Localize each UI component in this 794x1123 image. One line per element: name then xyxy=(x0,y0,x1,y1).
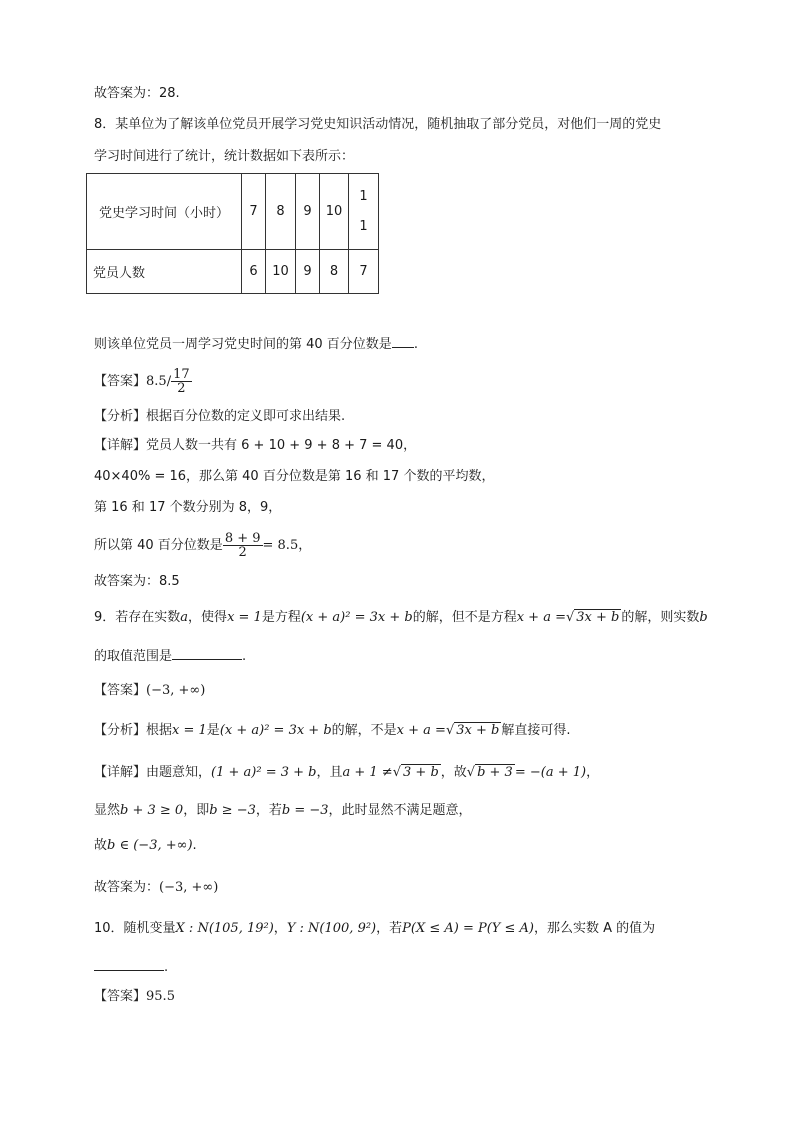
math-expr: b ∈ (−3, +∞) xyxy=(107,838,193,853)
detail-text: ，故 xyxy=(440,765,467,780)
table-row xyxy=(87,174,379,250)
q9-text-line2: 的取值范围是 . xyxy=(94,645,246,666)
math-expr: b = −3 xyxy=(281,803,329,818)
final-text: 故答案为： xyxy=(94,880,160,895)
cell-time-11-digit1: 1 xyxy=(359,188,368,204)
fraction-numerator: 17 xyxy=(173,367,190,382)
answer-value: 95.5 xyxy=(146,989,175,1004)
math-expr: (−3, +∞) xyxy=(159,880,219,895)
detail-text: 故 xyxy=(94,838,108,853)
sqrt-radicand: b + 3 xyxy=(477,765,513,780)
q8-detail-2: 40×40% = 16，那么第 40 百分位数是第 16 和 17 个数的平均数， xyxy=(94,469,495,484)
sqrt-radicand: 3x + b xyxy=(456,723,500,738)
math-expr: x + a = xyxy=(396,723,446,738)
sqrt-symbol: √ xyxy=(466,765,476,780)
analysis-tag: 【分析】 xyxy=(94,409,147,424)
row-label-count: 党员人数 xyxy=(87,250,242,294)
answer-fraction xyxy=(171,368,192,395)
math-expr: (1 + a)² = 3 + b xyxy=(211,765,317,780)
q10-text: ，那么实数 A 的值为 xyxy=(534,921,656,936)
answer-blank xyxy=(172,645,242,660)
detail-text: ，即 xyxy=(183,803,210,818)
fraction-numerator: 8 + 9 xyxy=(224,531,261,546)
row-label-time: 党史学习时间（小时） xyxy=(87,174,242,250)
sqrt-symbol: √ xyxy=(445,723,455,738)
cell-count-1: 6 xyxy=(242,250,266,294)
math-expr: P(X ≤ A) = P(Y ≤ A) xyxy=(402,921,535,936)
q9-text: 是方程 xyxy=(261,610,301,625)
q8-detail-4 xyxy=(94,532,311,559)
q9-text-line1 xyxy=(94,609,708,627)
cell-count-4: 8 xyxy=(320,250,349,294)
q9-detail-1 xyxy=(94,764,599,782)
math-expr: (x + a)² = 3x + b xyxy=(219,723,332,738)
q9-answer xyxy=(94,682,205,700)
math-a: a xyxy=(180,610,189,625)
answer-value: 8.5/ xyxy=(146,374,172,389)
detail-fraction xyxy=(223,532,263,559)
math-expr: Y : N(100, 9²) xyxy=(286,921,377,936)
math-expr: x + a = xyxy=(516,610,566,625)
cell-time-10: 10 xyxy=(320,174,349,250)
q8-analysis xyxy=(94,408,345,426)
math-expr: x = 1 xyxy=(172,723,207,738)
cell-time-9: 9 xyxy=(296,174,320,250)
q10-text: ，若 xyxy=(376,921,403,936)
q9-text: 的解，则实数 xyxy=(621,610,700,625)
math-expr: (x + a)² = 3x + b xyxy=(300,610,413,625)
q8-question-text: 则该单位党员一周学习党史时间的第 40 百分位数是 xyxy=(94,337,392,352)
detail-text: 显然 xyxy=(94,803,121,818)
detail-text: . xyxy=(192,838,197,853)
analysis-text: 根据 xyxy=(146,723,173,738)
sqrt-symbol: √ xyxy=(392,765,402,780)
q9-final-answer xyxy=(94,879,218,897)
math-expr: b + 3 ≥ 0 xyxy=(120,803,184,818)
answer-blank xyxy=(392,333,414,348)
q9-analysis xyxy=(94,722,570,740)
q8-text-line1: 8．某单位为了解该单位党员开展学习党史知识活动情况，随机抽取了部分党员，对他们一周的党史 xyxy=(94,117,662,132)
answer-tag: 【答案】 xyxy=(94,989,147,1004)
cell-count-5: 7 xyxy=(349,250,379,294)
math-expr: x = 1 xyxy=(227,610,262,625)
q9-text: 的取值范围是 xyxy=(94,649,173,664)
analysis-text: 的解，不是 xyxy=(331,723,397,738)
cell-count-3: 9 xyxy=(296,250,320,294)
sqrt-radicand: 3 + b xyxy=(403,765,439,780)
detail-text: ，且 xyxy=(316,765,343,780)
math-expr: = −(a + 1) xyxy=(514,765,587,780)
table-row xyxy=(87,250,379,294)
q8-question: 则该单位党员一周学习党史时间的第 40 百分位数是 . xyxy=(94,333,418,354)
cell-count-2: 10 xyxy=(266,250,296,294)
q10-text: 10．随机变量 xyxy=(94,921,176,936)
q8-detail-1 xyxy=(94,437,416,455)
q10-text-line2 xyxy=(94,956,168,977)
detail-result: = 8.5， xyxy=(262,538,312,553)
detail-tag: 【详解】 xyxy=(94,765,147,780)
analysis-text: 解直接可得. xyxy=(501,723,571,738)
detail-tag: 【详解】 xyxy=(94,438,147,453)
detail-text: ，此时显然不满足题意， xyxy=(328,803,472,818)
fraction-denominator: 2 xyxy=(177,381,186,396)
q8-detail-3: 第 16 和 17 个数分别为 8，9， xyxy=(94,500,282,515)
detail-text: 由题意知， xyxy=(146,765,212,780)
q9-text: 的解，但不是方程 xyxy=(412,610,517,625)
detail-text: 党员人数一共有 6 + 10 + 9 + 8 + 7 = 40， xyxy=(146,438,417,453)
math-expr: b ≥ −3 xyxy=(209,803,256,818)
fraction-denominator: 2 xyxy=(238,545,247,560)
answer-tag: 【答案】 xyxy=(94,374,147,389)
sqrt-symbol: √ xyxy=(565,610,575,625)
answer-blank xyxy=(94,956,164,971)
previous-answer: 故答案为：28. xyxy=(94,86,180,101)
analysis-text: 根据百分位数的定义即可求出结果. xyxy=(146,409,346,424)
answer-tag: 【答案】 xyxy=(94,683,147,698)
analysis-tag: 【分析】 xyxy=(94,723,147,738)
detail-text: ，若 xyxy=(255,803,282,818)
q8-text-line2: 学习时间进行了统计，统计数据如下表所示： xyxy=(94,149,355,164)
cell-time-11-digit2: 1 xyxy=(359,218,368,234)
cell-time-7: 7 xyxy=(242,174,266,250)
analysis-text: 是 xyxy=(206,723,220,738)
q10-text-line1 xyxy=(94,920,655,938)
q10-text: ， xyxy=(273,921,287,936)
q10-text: . xyxy=(164,960,169,975)
detail-text: ， xyxy=(586,765,600,780)
math-expr: X : N(105, 19²) xyxy=(175,921,274,936)
answer-value: (−3, +∞) xyxy=(146,683,206,698)
math-expr: a + 1 ≠ xyxy=(342,765,393,780)
math-b: b xyxy=(699,610,708,625)
sqrt-radicand: 3x + b xyxy=(576,610,620,625)
study-time-table xyxy=(86,173,379,294)
q9-detail-3 xyxy=(94,837,197,855)
q10-answer xyxy=(94,988,175,1006)
q9-text: 9．若存在实数 xyxy=(94,610,181,625)
detail-text: 所以第 40 百分位数是 xyxy=(94,538,223,553)
cell-time-11 xyxy=(349,174,379,250)
q9-text: ，使得 xyxy=(188,610,228,625)
q8-final-answer: 故答案为：8.5 xyxy=(94,574,180,589)
q8-answer xyxy=(94,368,192,395)
q9-detail-2 xyxy=(94,802,472,820)
cell-time-8: 8 xyxy=(266,174,296,250)
